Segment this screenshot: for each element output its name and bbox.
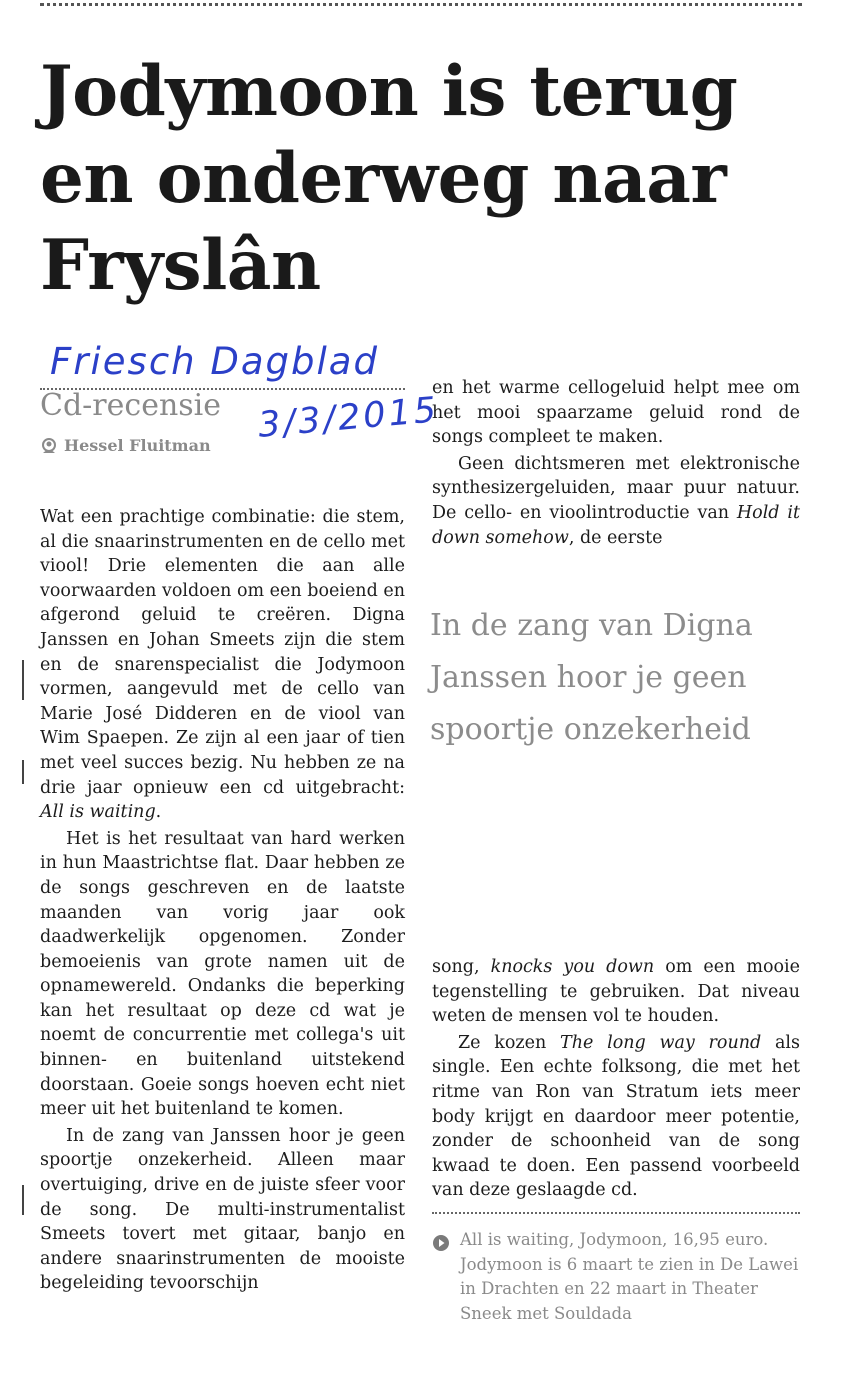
headline (40, 48, 800, 309)
section-kicker: Cd-recensie (40, 388, 222, 423)
headline-line-2: en onderweg naar (40, 138, 727, 219)
single-title: The long way round (560, 1032, 762, 1053)
album-info-text: All is waiting, Jodymoon, 16,95 euro. Jodymoon is 6 maart te zien in De Lawei in Drachten en 22 maart in Theater Sneek met Souldada (460, 1230, 799, 1323)
paragraph: Het is het resultaat van hard werken in hun Maastrichtse flat. Daar hebben ze de songs geschreven en de laatste maanden van vorig jaar ook daadwerkelijk opgenomen. Zonder bemoeienis van grote namen uit de opnamewereld. Ondanks die beperking kan het resultaat op deze cd wat je noemt de concurrentie met collega's uit binnen- en buitenland uitstekend doorstaan. Goeie songs hoeven echt niet meer uit het buitenland te komen. (40, 828, 405, 1120)
article-column-left (40, 505, 405, 1296)
byline-author: Hessel Fluitman (64, 436, 211, 455)
paragraph: Wat een prachtige combinatie: die stem, al die snaarinstrumenten en de cello met viool! Drie elementen die aan alle voorwaarden voldoen om een boeiend en afgerond geluid te creëren. Digna Janssen en Johan Smeets zijn die stem en de snarenspecialist die Jodymoon vormen, aangevuld met de cello van Marie José Didderen en de viool van Wim Spaepen. Ze zijn al een jaar of tien met veel succes bezig. Nu hebben ze na drie jaar opnieuw een cd uitgebracht: All is waiting. (40, 507, 405, 823)
album-title: All is waiting (40, 802, 156, 823)
paragraph: In de zang van Janssen hoor je geen spoortje onzekerheid. Alleen maar overtuiging, drive en de juiste sfeer voor de song. De multi-instrumentalist Smeets tovert met gitaar, banjo en andere snaarinstrumenten de mooiste begeleiding tevoorschijn (40, 1125, 405, 1294)
handwritten-source-note: Friesch Dagblad (50, 340, 379, 383)
paragraph: Ze kozen The long way round als single. Een echte folksong, die met het ritme van Ron van Stratum iets meer body krijgt en daardoor meer potentie, zonder de schoonheid van de song kwaad te doen. Een passend voorbeeld van deze geslaagde cd. (432, 1032, 800, 1201)
paragraph: song, knocks you down om een mooie tegenstelling te gebruiken. Dat niveau weten de mensen vol te houden. (432, 957, 800, 1027)
byline (40, 436, 211, 455)
pull-quote: In de zang van Digna Janssen hoor je geen spoortje onzekerheid (430, 608, 753, 747)
headline-line-3: Fryslân (40, 225, 321, 306)
paragraph: en het warme cellogeluid helpt mee om het mooi spaarzame geluid rond de songs compleet te maken. (432, 378, 800, 448)
margin-mark (22, 1185, 24, 1215)
paragraph: Geen dichtsmeren met elektronische synthesizergeluiden, maar puur natuur. De cello- en vioolintroductie van Hold it down somehow, de eerste (432, 453, 800, 548)
top-dotted-rule (40, 3, 802, 13)
song-title: Hold it down somehow (432, 502, 800, 548)
author-icon (40, 438, 58, 454)
handwritten-date-note: 3/3/2015 (256, 390, 441, 446)
play-bullet-icon (432, 1234, 450, 1252)
album-info-box (432, 1228, 800, 1326)
song-title: knocks you down (490, 957, 655, 977)
article-column-right-top (432, 376, 800, 550)
margin-mark (22, 660, 24, 700)
article-column-right-bottom (432, 955, 800, 1203)
headline-line-1: Jodymoon is terug (40, 51, 738, 132)
info-dotted-rule (432, 1212, 800, 1214)
margin-mark (22, 760, 24, 784)
